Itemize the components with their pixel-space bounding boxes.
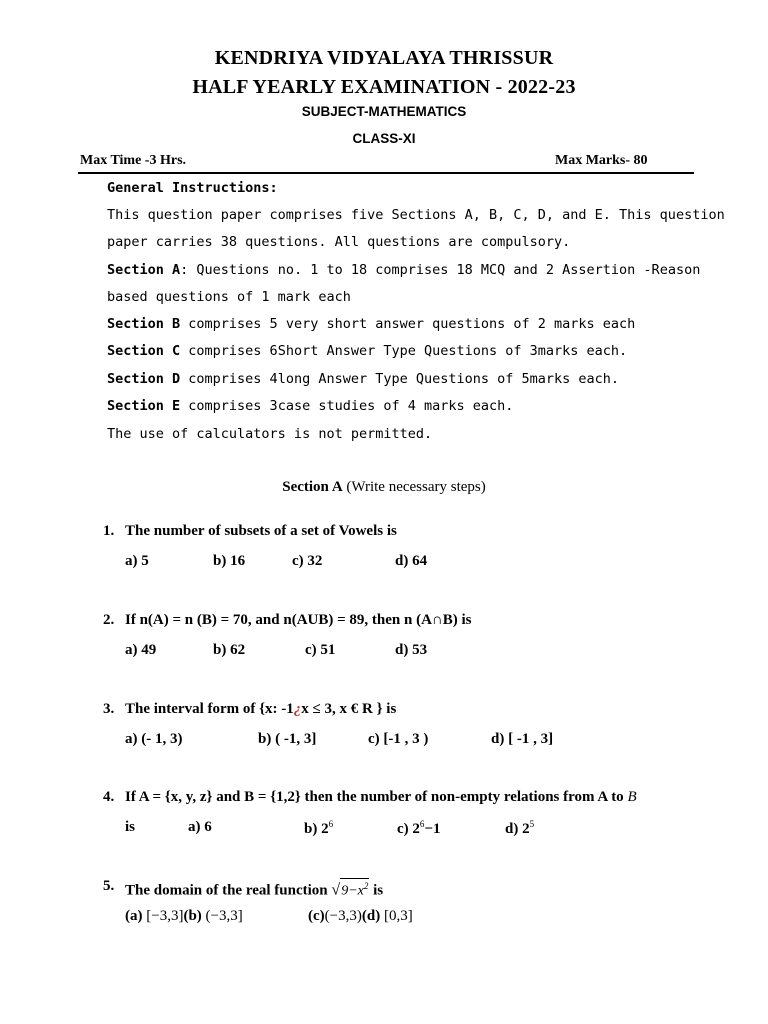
radicand: $9-x^2$ xyxy=(340,878,369,899)
instructions-section-b: Section B comprises 5 very short answer questions of 2 marks each xyxy=(107,316,636,332)
question-number: 3. xyxy=(103,701,115,717)
option: b) 62 xyxy=(213,642,246,658)
option: c) [-1 , 3 ) xyxy=(368,731,429,747)
question-number: 4. xyxy=(103,789,115,805)
option: c) $2^6-1$ xyxy=(397,819,441,837)
option: d) 64 xyxy=(395,553,428,569)
question-text: The number of subsets of a set of Vowels is xyxy=(125,523,397,539)
max-time: Max Time -3 Hrs. xyxy=(80,153,187,168)
subject-title: SUBJECT-MATHEMATICS xyxy=(301,104,467,119)
option: d) [ -1 , 3] xyxy=(491,731,554,747)
class-title: CLASS-XI xyxy=(352,131,416,146)
option: c) 51 xyxy=(305,642,336,658)
instructions-line: paper carries 38 questions. All questions are compulsory. xyxy=(107,234,571,250)
instructions-line: This question paper comprises five Sections A, B, C, D, and E. This question xyxy=(107,207,725,223)
option: a) 6 xyxy=(188,819,212,835)
option: is xyxy=(125,819,136,835)
header-divider xyxy=(78,172,694,174)
question-text: The interval form of {x: -1¿x ≤ 3, x € R } is xyxy=(125,701,397,717)
question-number: 5. xyxy=(103,878,115,894)
instructions-calculator: The use of calculators is not permitted. xyxy=(107,426,433,442)
instructions-line: based questions of 1 mark each xyxy=(107,289,351,305)
option: a) 49 xyxy=(125,642,157,658)
option: b) ( -1, 3] xyxy=(258,731,317,747)
question-number: 2. xyxy=(103,612,115,628)
option: d) 53 xyxy=(395,642,428,658)
instructions-section-c: Section C comprises 6Short Answer Type Questions of 3marks each. xyxy=(107,343,628,359)
instructions-section-e: Section E comprises 3case studies of 4 marks each. xyxy=(107,398,514,414)
exam-title: HALF YEARLY EXAMINATION - 2022-23 xyxy=(192,76,576,98)
option: c) 32 xyxy=(292,553,323,569)
question-number: 1. xyxy=(103,523,115,539)
instructions-section-d: Section D comprises 4long Answer Type Questions of 5marks each. xyxy=(107,371,620,387)
instructions-section-a: Section A: Questions no. 1 to 18 comprises 18 MCQ and 2 Assertion -Reason xyxy=(107,262,701,278)
question-text: If n(A) = n (B) = 70, and n(AUB) = 89, then n (A∩B) is xyxy=(125,612,472,628)
section-a-title: Section A (Write necessary steps) xyxy=(282,479,486,495)
question-text: The domain of the real function $√9-x^2$ is xyxy=(125,878,383,900)
option: (a) [−3,3](b) (−3,3] xyxy=(125,908,243,924)
option: b) $2^6$ xyxy=(304,819,334,837)
max-marks: Max Marks- 80 xyxy=(555,153,648,168)
option: b) 16 xyxy=(213,553,246,569)
option: a) (- 1, 3) xyxy=(125,731,183,747)
school-name: KENDRIYA VIDYALAYA THRISSUR xyxy=(214,47,554,69)
option: d) $2^5$ xyxy=(505,819,535,837)
option: a) 5 xyxy=(125,553,149,569)
instructions-title: General Instructions: xyxy=(107,180,278,196)
option: (c)(−3,3)(d) [0,3] xyxy=(308,908,413,924)
question-text: If A = {x, y, z} and B = {1,2} then the number of non-empty relations from A to B xyxy=(125,789,637,805)
